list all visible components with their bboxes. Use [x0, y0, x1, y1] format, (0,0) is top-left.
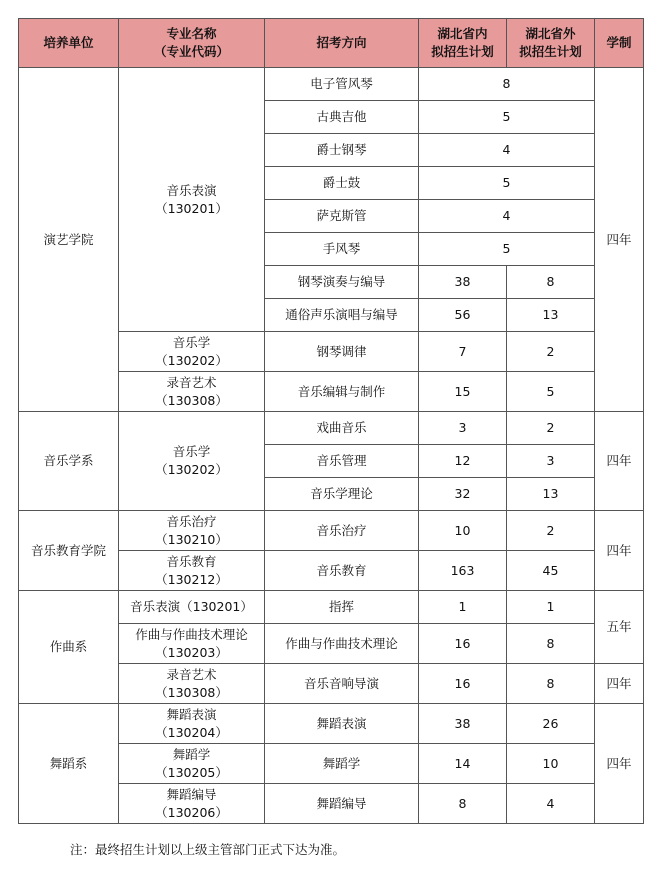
major-name: 音乐表演	[166, 182, 217, 198]
in-province-cell: 32	[419, 478, 507, 511]
table-row	[19, 704, 644, 744]
out-province-cell: 13	[507, 478, 595, 511]
table-row	[19, 511, 644, 551]
out-province-cell: 2	[507, 511, 595, 551]
in-province-cell: 8	[419, 784, 507, 824]
header-major-line1: 专业名称	[166, 26, 217, 41]
major-cell	[119, 412, 265, 511]
direction-cell: 钢琴调律	[265, 332, 419, 372]
major-name: 音乐学	[172, 444, 211, 459]
direction-cell: 舞蹈编导	[265, 784, 419, 824]
header-major	[119, 19, 265, 68]
in-province-cell: 10	[419, 511, 507, 551]
in-province-cell: 7	[419, 332, 507, 372]
header-row	[19, 19, 644, 68]
major-cell	[119, 372, 265, 412]
major-code: （130210）	[155, 531, 228, 547]
duration-cell: 四年	[595, 664, 644, 704]
in-province-cell: 56	[419, 299, 507, 332]
in-province-cell: 12	[419, 445, 507, 478]
major-cell	[119, 744, 265, 784]
direction-cell: 戏曲音乐	[265, 412, 419, 445]
unit-cell: 演艺学院	[19, 68, 119, 412]
out-province-cell: 3	[507, 445, 595, 478]
in-province-cell: 38	[419, 266, 507, 299]
table-row	[19, 412, 644, 445]
major-code: （130202）	[155, 352, 228, 368]
in-province-cell: 38	[419, 704, 507, 744]
table-row	[19, 591, 644, 624]
combined-plan-cell: 5	[419, 233, 595, 266]
major-cell	[119, 332, 265, 372]
header-out-line1: 湖北省外	[525, 26, 576, 41]
out-province-cell: 8	[507, 266, 595, 299]
major-cell	[119, 664, 265, 704]
major-cell	[119, 704, 265, 744]
direction-cell: 爵士鼓	[265, 167, 419, 200]
direction-cell: 作曲与作曲技术理论	[265, 624, 419, 664]
major-name: 作曲与作曲技术理论	[135, 626, 248, 642]
out-province-cell: 13	[507, 299, 595, 332]
combined-plan-cell: 5	[419, 167, 595, 200]
direction-cell: 音乐学理论	[265, 478, 419, 511]
direction-cell: 指挥	[265, 591, 419, 624]
major-cell	[119, 591, 265, 624]
in-province-cell: 3	[419, 412, 507, 445]
major-cell	[119, 68, 265, 332]
header-out-province	[507, 19, 595, 68]
in-province-cell: 15	[419, 372, 507, 412]
header-out-line2: 拟招生计划	[519, 44, 582, 59]
header-major-line2: （专业代码）	[153, 44, 229, 59]
major-code: （130206）	[155, 804, 228, 820]
major-name: 音乐学	[172, 334, 211, 350]
major-name: 舞蹈表演	[166, 706, 217, 722]
in-province-cell: 14	[419, 744, 507, 784]
major-code: （130212）	[155, 571, 228, 587]
major-name: 音乐治疗	[166, 513, 217, 529]
major-code: （130204）	[155, 724, 228, 740]
major-code: （130308）	[155, 392, 228, 408]
enrollment-plan-table	[18, 18, 644, 824]
major-name: 录音艺术	[166, 666, 217, 682]
direction-cell: 钢琴演奏与编导	[265, 266, 419, 299]
unit-cell: 音乐教育学院	[19, 511, 119, 591]
combined-plan-cell: 8	[419, 68, 595, 101]
out-province-cell: 2	[507, 332, 595, 372]
direction-cell: 音乐教育	[265, 551, 419, 591]
unit-cell: 音乐学系	[19, 412, 119, 511]
major-cell	[119, 784, 265, 824]
out-province-cell: 5	[507, 372, 595, 412]
direction-cell: 音乐管理	[265, 445, 419, 478]
duration-cell: 四年	[595, 68, 644, 412]
out-province-cell: 4	[507, 784, 595, 824]
major-cell	[119, 551, 265, 591]
major-name: 音乐教育	[166, 553, 217, 569]
major-cell	[119, 624, 265, 664]
duration-cell: 四年	[595, 511, 644, 591]
header-in-province	[419, 19, 507, 68]
in-province-cell: 16	[419, 624, 507, 664]
direction-cell: 音乐编辑与制作	[265, 372, 419, 412]
in-province-cell: 16	[419, 664, 507, 704]
header-in-line2: 拟招生计划	[431, 44, 494, 59]
out-province-cell: 8	[507, 624, 595, 664]
direction-cell: 舞蹈学	[265, 744, 419, 784]
combined-plan-cell: 4	[419, 200, 595, 233]
direction-cell: 通俗声乐演唱与编导	[265, 299, 419, 332]
out-province-cell: 8	[507, 664, 595, 704]
in-province-cell: 163	[419, 551, 507, 591]
combined-plan-cell: 5	[419, 101, 595, 134]
major-name: 舞蹈编导	[166, 786, 217, 802]
header-in-line1: 湖北省内	[437, 26, 488, 41]
direction-cell: 电子管风琴	[265, 68, 419, 101]
in-province-cell: 1	[419, 591, 507, 624]
combined-plan-cell: 4	[419, 134, 595, 167]
major-code: （130205）	[155, 764, 228, 780]
out-province-cell: 45	[507, 551, 595, 591]
out-province-cell: 26	[507, 704, 595, 744]
direction-cell: 舞蹈表演	[265, 704, 419, 744]
major-cell	[119, 511, 265, 551]
direction-cell: 音乐治疗	[265, 511, 419, 551]
unit-cell: 舞蹈系	[19, 704, 119, 824]
major-name: 录音艺术	[166, 374, 217, 390]
table-row	[19, 68, 644, 101]
direction-cell: 爵士钢琴	[265, 134, 419, 167]
out-province-cell: 10	[507, 744, 595, 784]
unit-cell: 作曲系	[19, 591, 119, 704]
major-name: 舞蹈学	[172, 746, 211, 762]
direction-cell: 古典吉他	[265, 101, 419, 134]
header-direction: 招考方向	[265, 19, 419, 68]
duration-cell: 四年	[595, 412, 644, 511]
major-code: （130203）	[155, 644, 228, 660]
major-code: （130202）	[155, 462, 228, 477]
header-duration: 学制	[595, 19, 644, 68]
out-province-cell: 1	[507, 591, 595, 624]
duration-cell: 四年	[595, 704, 644, 824]
major-code: （130201）	[155, 200, 228, 216]
footnote: 注：最终招生计划以上级主管部门正式下达为准。	[70, 842, 346, 857]
direction-cell: 手风琴	[265, 233, 419, 266]
out-province-cell: 2	[507, 412, 595, 445]
duration-cell: 五年	[595, 591, 644, 664]
major-name: 音乐表演（130201）	[130, 599, 253, 614]
major-code: （130308）	[155, 684, 228, 700]
direction-cell: 萨克斯管	[265, 200, 419, 233]
direction-cell: 音乐音响导演	[265, 664, 419, 704]
header-unit: 培养单位	[19, 19, 119, 68]
